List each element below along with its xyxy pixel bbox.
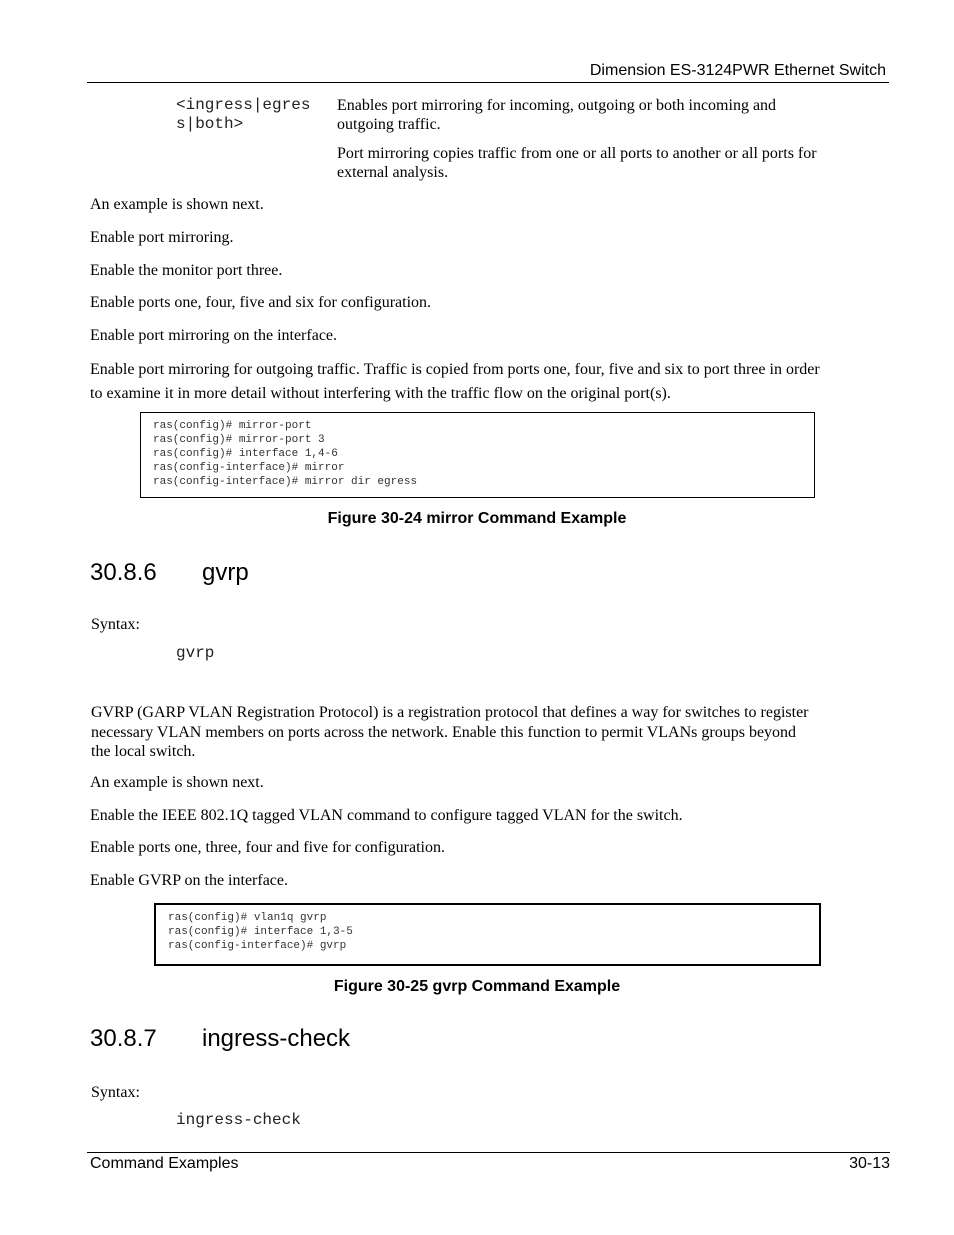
param-desc-line: external analysis. <box>337 164 449 181</box>
code-line: ras(config)# interface 1,3-5 <box>168 926 353 938</box>
section-number: 30.8.7 <box>90 1025 157 1052</box>
paragraph-line: to examine it in more detail without interfering with the traffic flow on the original port(s). <box>90 385 671 402</box>
figure-caption: Figure 30-25 gvrp Command Example <box>333 978 621 995</box>
syntax-label: Syntax: <box>91 616 140 633</box>
param-name <box>176 96 310 134</box>
syntax-label: Syntax: <box>91 1084 140 1101</box>
footer-rule <box>87 1152 890 1153</box>
code-line: ras(config-interface)# gvrp <box>168 940 347 952</box>
section-title: ingress-check <box>202 1025 351 1052</box>
paragraph-line: necessary VLAN members on ports across the network. Enable this function to permit VLANs groups beyond <box>91 723 797 741</box>
section-number: 30.8.6 <box>90 559 157 586</box>
section-title: gvrp <box>202 559 249 586</box>
paragraph: Enable GVRP on the interface. <box>90 872 289 889</box>
paragraph: An example is shown next. <box>90 196 264 213</box>
paragraph <box>90 358 820 406</box>
param-desc-line: Port mirroring copies traffic from one or all ports to another or all ports for <box>337 145 817 162</box>
gvrp-description <box>91 703 809 762</box>
param-name-line: s|both> <box>176 115 244 133</box>
page-number: 30-13 <box>849 1155 890 1172</box>
page-header-title: Dimension ES-3124PWR Ethernet Switch <box>589 62 886 79</box>
paragraph-line: GVRP (GARP VLAN Registration Protocol) is a registration protocol that defines a way for switches to register <box>91 704 809 721</box>
section-heading-gvrp <box>90 559 249 587</box>
paragraph: Enable ports one, three, four and five for configuration. <box>90 839 445 856</box>
paragraph: Enable port mirroring. <box>90 229 234 246</box>
paragraph: Enable the monitor port three. <box>90 262 283 279</box>
mirror-code-example <box>140 412 815 498</box>
syntax-command: gvrp <box>176 644 215 662</box>
code-line: ras(config)# mirror-port <box>153 420 312 432</box>
paragraph: Enable ports one, four, five and six for configuration. <box>90 294 432 311</box>
code-line: ras(config)# mirror-port 3 <box>153 434 325 446</box>
param-name-line: <ingress|egres <box>176 96 311 114</box>
figure-caption: Figure 30-24 mirror Command Example <box>327 510 627 527</box>
code-line: ras(config-interface)# mirror <box>153 462 345 474</box>
section-heading-ingress-check <box>90 1025 351 1053</box>
param-description <box>337 96 817 182</box>
param-desc-line: outgoing traffic. <box>337 116 441 133</box>
gvrp-code-example <box>154 903 821 966</box>
paragraph-line: Enable port mirroring for outgoing traffic. Traffic is copied from ports one, four, five and six to port three in order <box>90 361 820 378</box>
header-rule <box>87 82 889 83</box>
syntax-command: ingress-check <box>176 1111 301 1129</box>
footer-section-name: Command Examples <box>90 1155 239 1172</box>
code-line: ras(config)# vlan1q gvrp <box>168 912 327 924</box>
paragraph: Enable the IEEE 802.1Q tagged VLAN command to configure tagged VLAN for the switch. <box>90 807 683 824</box>
param-desc-line: Enables port mirroring for incoming, outgoing or both incoming and <box>337 97 777 114</box>
code-line: ras(config)# interface 1,4-6 <box>153 448 338 460</box>
paragraph-line: the local switch. <box>91 743 196 760</box>
paragraph: An example is shown next. <box>90 774 264 791</box>
code-line: ras(config-interface)# mirror dir egress <box>153 476 418 488</box>
paragraph: Enable port mirroring on the interface. <box>90 327 338 344</box>
